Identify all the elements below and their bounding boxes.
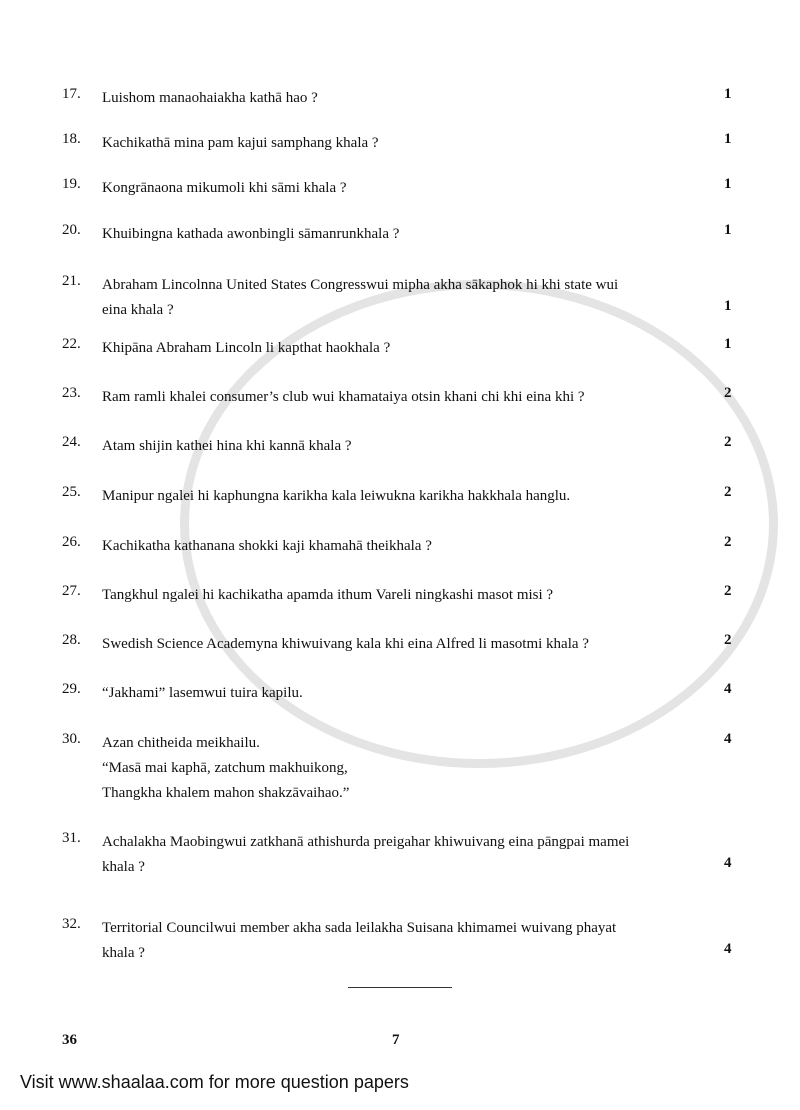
- question-text: [102, 131, 379, 156]
- question-number: 19.: [62, 176, 81, 192]
- question-line: Swedish Science Academyna khiwuivang kala khi eina Alfred li masotmi khala ?: [102, 636, 589, 652]
- question-line: Azan chitheida meikhailu.: [102, 735, 260, 751]
- question-line: Khipāna Abraham Lincoln li kapthat haokhala ?: [102, 340, 391, 356]
- question-text: [102, 222, 399, 247]
- question-line: Atam shijin kathei hina khi kannā khala ?: [102, 438, 352, 454]
- paper-code: 36: [62, 1032, 77, 1048]
- question-line: Achalakha Maobingwui zatkhanā athishurda preigahar khiwuivang eina pāngpai mamei: [102, 834, 630, 850]
- page-number: 7: [392, 1032, 400, 1048]
- question-number: 20.: [62, 222, 81, 238]
- question-marks: 1: [724, 222, 732, 238]
- question-marks: 2: [724, 534, 732, 550]
- question-line: Luishom manaohaiakha kathā hao ?: [102, 90, 318, 106]
- question-text: [102, 830, 629, 880]
- question-line: Ram ramli khalei consumer’s club wui khamataiya otsin khani chi khi eina khi ?: [102, 389, 585, 405]
- question-line: Kachikatha kathanana shokki kaji khamahā theikhala ?: [102, 538, 432, 554]
- question-text: [102, 534, 432, 559]
- question-text: [102, 86, 318, 111]
- question-marks: 2: [724, 434, 732, 450]
- question-text: [102, 434, 352, 459]
- question-marks: 4: [724, 731, 732, 747]
- question-line: Thangkha khalem mahon shakzāvaihao.”: [102, 785, 350, 801]
- question-line: Abraham Lincolnna United States Congresswui mipha akha sākaphok hi khi state wui: [102, 277, 619, 293]
- question-text: [102, 632, 589, 657]
- question-number: 25.: [62, 484, 81, 500]
- question-text: [102, 385, 585, 410]
- question-number: 21.: [62, 273, 81, 289]
- question-marks: 4: [724, 681, 732, 697]
- question-marks: 1: [724, 336, 732, 352]
- question-text: [102, 583, 553, 608]
- question-marks: 1: [724, 176, 732, 192]
- question-marks: 2: [724, 632, 732, 648]
- question-number: 17.: [62, 86, 81, 102]
- question-line: Kachikathā mina pam kajui samphang khala ?: [102, 135, 379, 151]
- question-line: eina khala ?: [102, 302, 174, 318]
- question-marks: 1: [724, 131, 732, 147]
- question-number: 27.: [62, 583, 81, 599]
- question-text: [102, 916, 616, 966]
- question-number: 22.: [62, 336, 81, 352]
- question-number: 32.: [62, 916, 81, 932]
- question-line: Territorial Councilwui member akha sada leilakha Suisana khimamei wuivang phayat: [102, 920, 617, 936]
- question-number: 24.: [62, 434, 81, 450]
- question-number: 23.: [62, 385, 81, 401]
- question-marks: 2: [724, 385, 732, 401]
- question-marks: 1: [724, 298, 732, 314]
- question-line: Khuibingna kathada awonbingli sāmanrunkhala ?: [102, 226, 400, 242]
- question-text: [102, 731, 349, 806]
- question-number: 31.: [62, 830, 81, 846]
- question-marks: 2: [724, 583, 732, 599]
- question-marks: 1: [724, 86, 732, 102]
- question-text: [102, 336, 390, 361]
- question-line: “Masā mai kaphā, zatchum makhuikong,: [102, 760, 348, 776]
- promo-link-text[interactable]: Visit www.shaalaa.com for more question papers: [20, 1072, 409, 1092]
- end-rule: [348, 987, 452, 988]
- question-text: [102, 484, 570, 509]
- question-text: [102, 273, 618, 323]
- question-number: 18.: [62, 131, 81, 147]
- question-number: 29.: [62, 681, 81, 697]
- question-line: “Jakhami” lasemwui tuira kapilu.: [102, 685, 303, 701]
- question-line: Manipur ngalei hi kaphungna karikha kala leiwukna karikha hakkhala hanglu.: [102, 488, 571, 504]
- question-text: [102, 176, 347, 201]
- question-number: 26.: [62, 534, 81, 550]
- question-marks: 4: [724, 855, 732, 871]
- question-line: khala ?: [102, 859, 145, 875]
- question-marks: 2: [724, 484, 732, 500]
- question-line: Tangkhul ngalei hi kachikatha apamda ithum Vareli ningkashi masot misi ?: [102, 587, 554, 603]
- question-line: Kongrānaona mikumoli khi sāmi khala ?: [102, 180, 347, 196]
- question-text: [102, 681, 303, 706]
- question-marks: 4: [724, 941, 732, 957]
- question-line: khala ?: [102, 945, 145, 961]
- question-number: 30.: [62, 731, 81, 747]
- question-number: 28.: [62, 632, 81, 648]
